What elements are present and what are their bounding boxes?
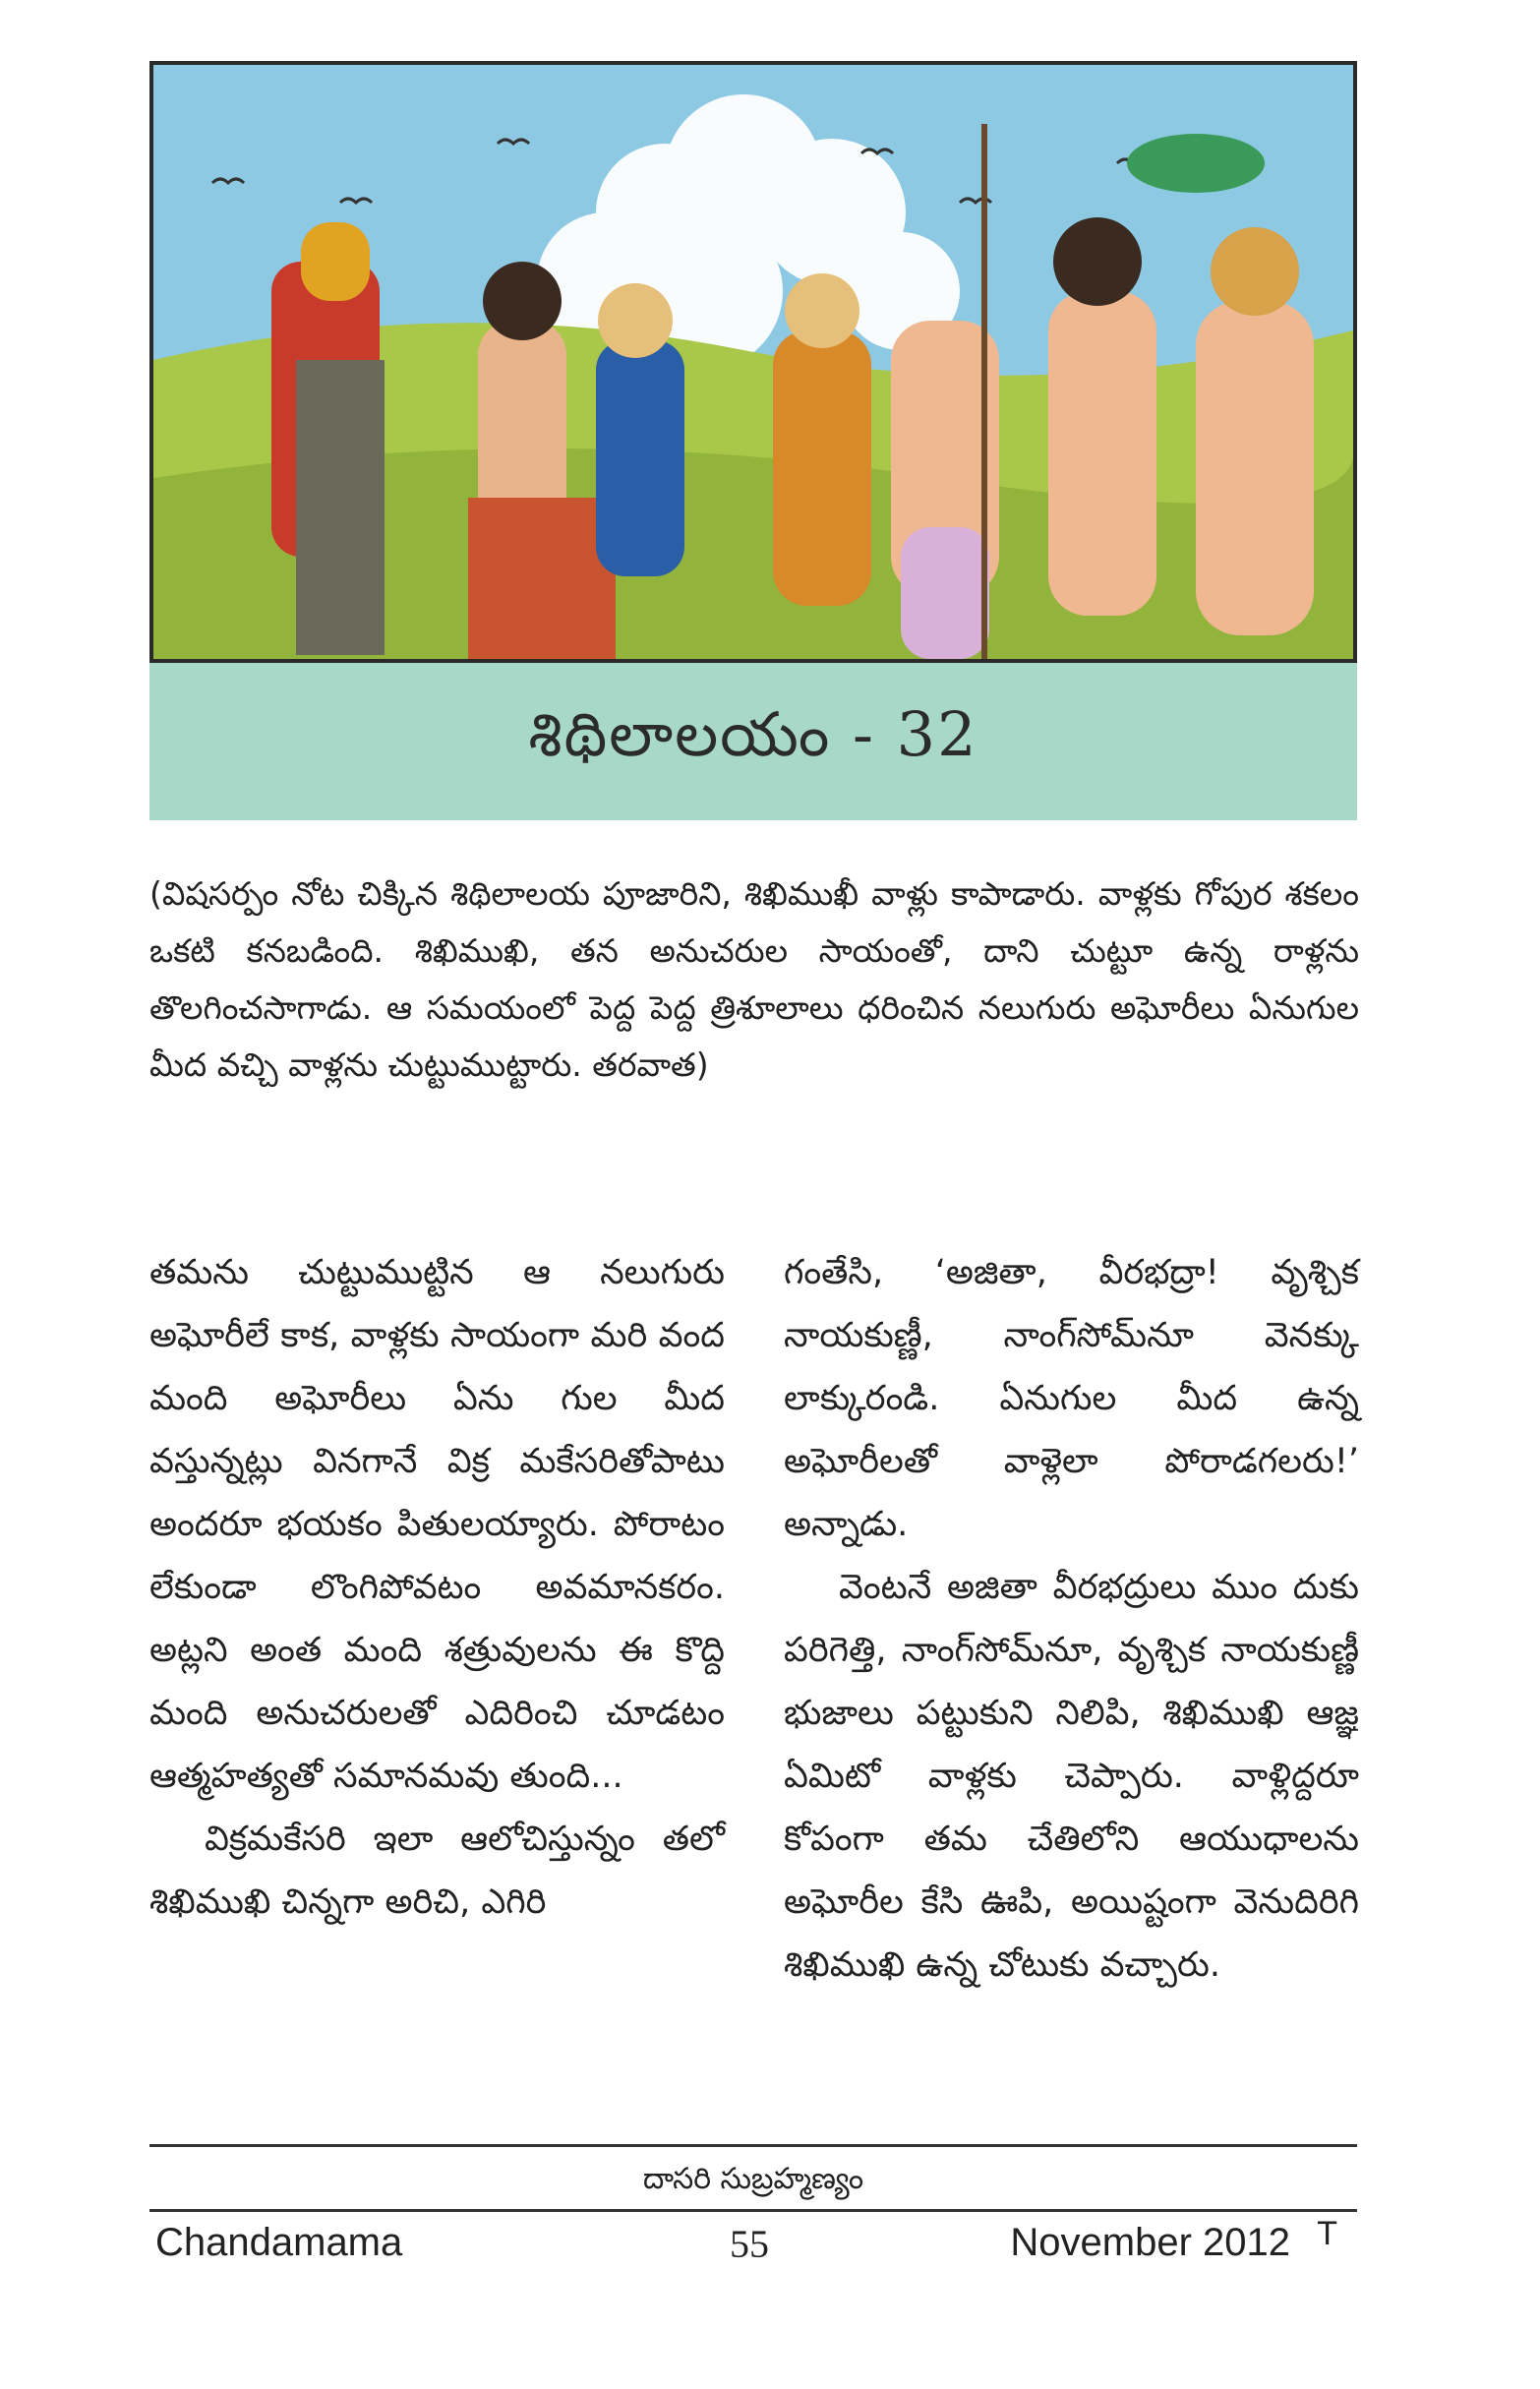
paragraph: వెంటనే అజితా వీరభద్రులు ముం దుకు పరిగెత్తి, నాంగ్‌సోమ్‌నూ, వృశ్చిక నాయకుణ్ణీ భుజాలు పట్టుకుని నిలిపి, శిఖిముఖి ఆజ్ఞ ఏమిటో వాళ్లకు చెప్పారు. వాళ్లిద్దరూ కోపంగా తమ చేతిలోని ఆయుధాలను అఘోరీల కేసి ఊపి, అయిష్టంగా వెనుదిరిగి శిఖిముఖి ఉన్న చోటుకు వచ్చారు. [784,1568,1359,1985]
story-illustration [149,61,1357,663]
column-right [784,1241,1359,2117]
issue-date: November 2012 [1010,2221,1290,2264]
paragraph: గంతేసి, ‘అజితా, వీరభద్రా! వృశ్చిక నాయకుణ్ణీ, నాంగ్‌సోమ్‌నూ వెనక్కు లాక్కురండి. ఏనుగుల మీద ఉన్న అఘోరీలతో వాళ్లెలా పోరాడగలరు!’ అన్నాడు. [784,1253,1359,1544]
magazine-name: Chandamama [155,2221,403,2264]
paragraph: తమను చుట్టుముట్టిన ఆ నలుగురు అఘోరీలే కాక, వాళ్లకు సాయంగా మరి వంద మంది అఘోరీలు ఏను గుల మీద వస్తున్నట్లు వినగానే విక్ర మకేసరితోపాటు అందరూ భయకం పితులయ్యారు. పోరాటం లేకుండా లొంగిపోవటం అవమానకరం. అట్లని అంత మంది శత్రువులను ఈ కొద్ది మంది అనుచరులతో ఎదిరించి చూడటం ఆత్మహత్యతో సమానమవు తుంది... [149,1253,725,1796]
column-left [149,1241,725,2117]
author-credit: దాసరి సుబ్రహ్మణ్యం [642,2162,864,2196]
story-title: శిథిలాలయం - 32 [528,698,978,770]
paragraph: విక్రమకేసరి ఇలా ఆలోచిస్తున్నం తలో శిఖిముఖి చిన్నగా అరిచి, ఎగిరి [149,1820,725,1922]
title-band [149,663,1357,820]
page-footer [149,2215,1379,2280]
story-body [149,1241,1359,2117]
story-synopsis: (విషసర్పం నోట చిక్కిన శిథిలాలయ పూజారిని, శిఖిముఖీ వాళ్లు కాపాడారు. వాళ్లకు గోపుర శకలం ఒకటి కనబడింది. శిఖిముఖి, తన అనుచరుల సాయంతో, దాని చుట్టూ ఉన్న రాళ్లను తొలగించసాగాడు. ఆ సమయంలో పెద్ద పెద్ద త్రిశూలాలు ధరించిన నలుగురు అఘోరీలు ఏనుగుల మీద వచ్చి వాళ్లను చుట్టుముట్టారు. తరవాత) [149,874,1359,1084]
divider [149,2144,1357,2147]
page-mark: T [1317,2215,1337,2252]
divider [149,2209,1357,2212]
illustration-scene [153,65,1353,659]
page-number: 55 [730,2222,769,2266]
